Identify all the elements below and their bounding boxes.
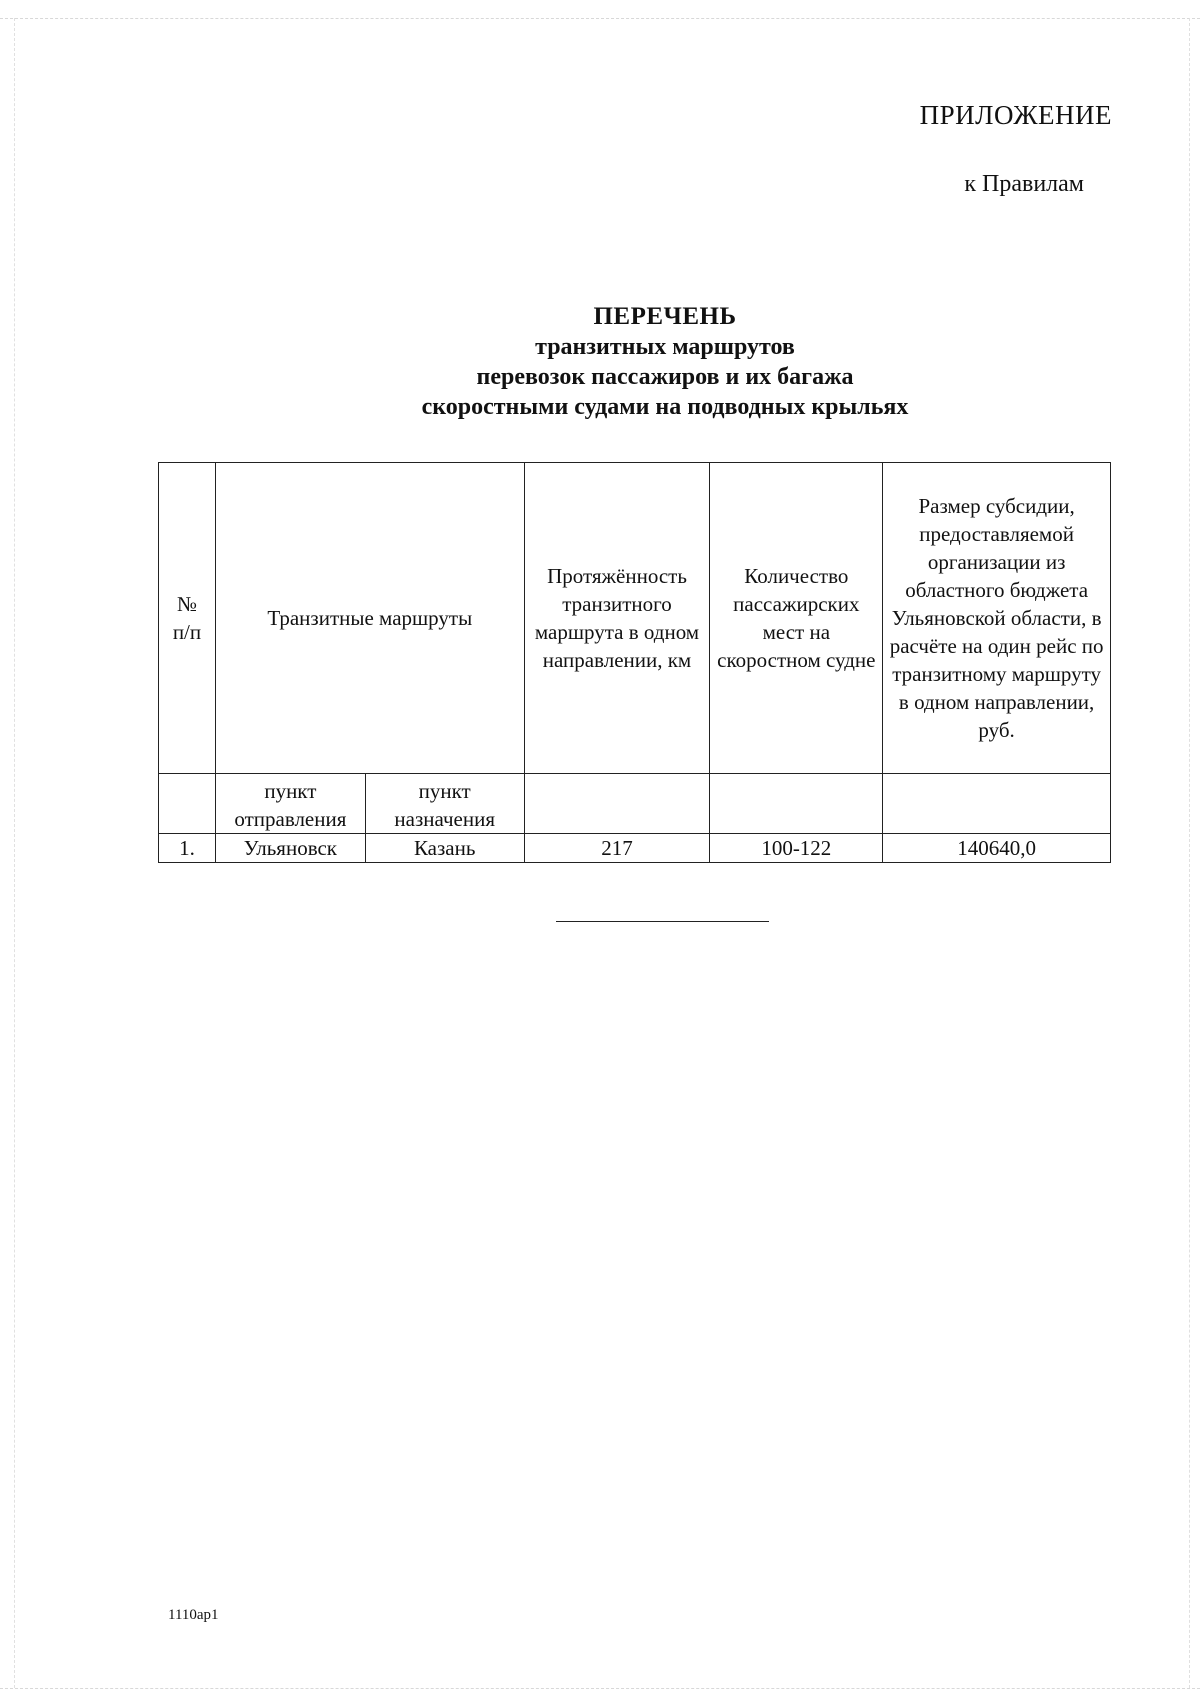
appendix-block bbox=[920, 100, 1112, 198]
routes-table bbox=[158, 462, 1111, 863]
subheader-seats-empty bbox=[710, 774, 883, 834]
subheader-departure: пункт отправления bbox=[215, 774, 365, 834]
document-subtitle-line-1: транзитных маршрутов bbox=[535, 334, 795, 360]
document-heading bbox=[150, 302, 1180, 422]
appendix-subtitle: к Правилам bbox=[964, 171, 1084, 197]
cell-subsidy: 140640,0 bbox=[883, 834, 1111, 863]
header-number bbox=[159, 463, 216, 774]
header-seats: Количество пассажирских мест на скоростном судне bbox=[710, 463, 883, 774]
subheader-number-empty bbox=[159, 774, 216, 834]
cell-seats: 100-122 bbox=[710, 834, 883, 863]
scan-border-top bbox=[0, 18, 1200, 19]
subheader-length-empty bbox=[524, 774, 710, 834]
subheader-subsidy-empty bbox=[883, 774, 1111, 834]
cell-number: 1. bbox=[159, 834, 216, 863]
table-header-row bbox=[159, 463, 1111, 774]
document-subtitle-line-2: перевозок пассажиров и их багажа bbox=[476, 364, 854, 390]
scan-border-right bbox=[1189, 18, 1190, 1688]
cell-departure: Ульяновск bbox=[215, 834, 365, 863]
cell-length: 217 bbox=[524, 834, 710, 863]
document-subtitle-line-3: скоростными судами на подводных крыльях bbox=[421, 394, 909, 420]
cell-destination: Казань bbox=[365, 834, 524, 863]
subheader-destination: пункт назначения bbox=[365, 774, 524, 834]
table-row bbox=[159, 834, 1111, 863]
closing-rule bbox=[556, 921, 769, 922]
scan-border-bottom bbox=[0, 1688, 1200, 1689]
scan-border-left bbox=[14, 18, 15, 1688]
table-subheader-row bbox=[159, 774, 1111, 834]
footer-code: 1110ap1 bbox=[168, 1607, 219, 1623]
header-length: Протяжённость транзитного маршрута в одном направлении, км bbox=[524, 463, 710, 774]
header-subsidy: Размер субсидии, предоставляемой организации из областного бюджета Ульяновской области, в расчёте на один рейс по транзитному маршруту в одном направлении, руб. bbox=[883, 463, 1111, 774]
header-number-label: № п/п bbox=[172, 592, 202, 644]
appendix-title: ПРИЛОЖЕНИЕ bbox=[919, 100, 1112, 130]
header-routes: Транзитные маршруты bbox=[215, 463, 524, 774]
document-title: ПЕРЕЧЕНЬ bbox=[593, 303, 737, 330]
